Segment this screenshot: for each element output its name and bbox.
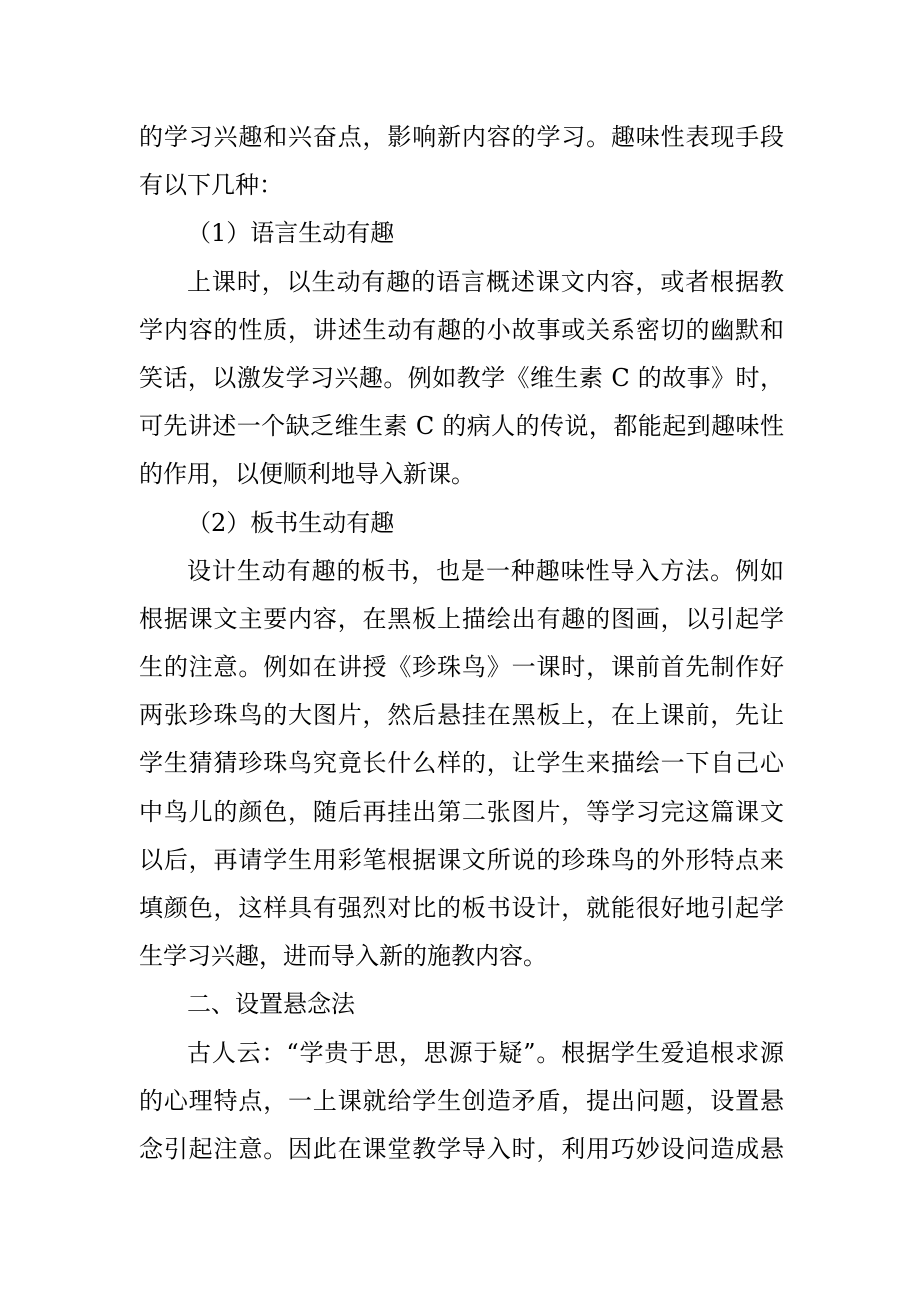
text-line: 笑话，以激发学习兴趣。例如教学《维生素 C 的故事》时， <box>139 363 784 392</box>
text-line: 生的注意。例如在讲授《珍珠鸟》一课时，课前首先制作好 <box>139 653 784 682</box>
section-heading: 二、设置悬念法 <box>187 990 355 1019</box>
text-line: 的学习兴趣和兴奋点，影响新内容的学习。趣味性表现手段 <box>139 123 784 151</box>
body-text <box>139 113 784 1173</box>
text-line: 学生猜猜珍珠鸟究竟长什么样的，让学生来描绘一下自己心 <box>139 749 784 778</box>
text-line: 的作用，以便顺利地导入新课。 <box>139 460 475 489</box>
text-line: 有以下几种： <box>139 171 283 200</box>
text-line: 中鸟儿的颜色，随后再挂出第二张图片，等学习完这篇课文 <box>139 797 784 826</box>
section-heading: （1）语言生动有趣 <box>187 219 395 248</box>
text-line: 古人云：“学贵于思，思源于疑”。根据学生爱追根求源 <box>187 1038 784 1067</box>
text-line: 两张珍珠鸟的大图片，然后悬挂在黑板上，在上课前，先让 <box>139 701 784 730</box>
text-line: 可先讲述一个缺乏维生素 C 的病人的传说，都能起到趣味性 <box>139 412 784 441</box>
text-line: 学内容的性质，讲述生动有趣的小故事或关系密切的幽默和 <box>139 315 784 344</box>
text-line: 上课时，以生动有趣的语言概述课文内容，或者根据教 <box>187 267 784 296</box>
text-line: 念引起注意。因此在课堂教学导入时，利用巧妙设问造成悬 <box>139 1134 784 1163</box>
text-line: 设计生动有趣的板书，也是一种趣味性导入方法。例如 <box>187 556 784 585</box>
text-line: 的心理特点，一上课就给学生创造矛盾，提出问题，设置悬 <box>139 1086 784 1115</box>
text-line: 以后，再请学生用彩笔根据课文所说的珍珠鸟的外形特点来 <box>139 845 784 874</box>
text-line: 填颜色，这样具有强烈对比的板书设计，就能很好地引起学 <box>139 894 784 922</box>
text-line: 生学习兴趣，进而导入新的施教内容。 <box>139 942 547 971</box>
text-line: 根据课文主要内容，在黑板上描绘出有趣的图画，以引起学 <box>139 604 784 633</box>
section-heading: （2）板书生动有趣 <box>187 508 395 537</box>
